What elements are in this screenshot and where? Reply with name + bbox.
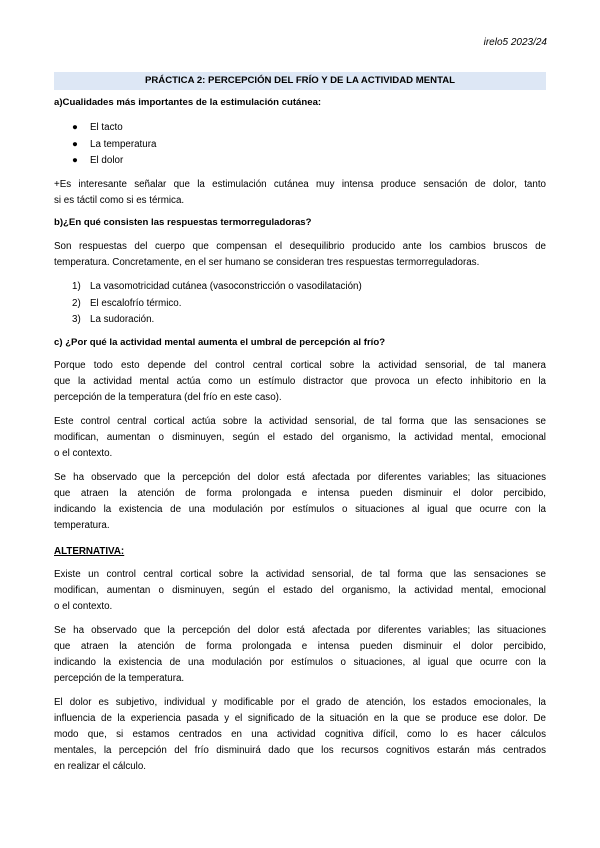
list-item: 3) La sudoración. <box>72 314 155 325</box>
header-code: irelo5 2023/24 <box>483 37 547 48</box>
alternativa-paragraph-2: Se ha observado que la percepción del dolor está afectada por diferentes variables; las situaciones que atraen la atención de forma prolongada e intensa pueden disminuir el dolor percibido, indicando la existencia de una modulación por estímulos o situaciones, al igual que ocurre con la percepción de la temperatura. <box>54 625 546 684</box>
section-b-intro: Son respuestas del cuerpo que compensan el desequilibrio producido ante los cambios bruscos de temperatura. Concretamente, en el ser humano se consideran tres respuestas termorreguladoras. <box>54 241 546 268</box>
list-item: ● El tacto <box>72 120 156 137</box>
section-c-paragraph-3: Se ha observado que la percepción del dolor está afectada por diferentes variables; las situaciones que atraen la atención de forma prolongada e intensa pueden disminuir el dolor percibido, indicando la existencia de una modulación por estímulos o situaciones al igual que ocurre con la temperatura. <box>54 472 546 531</box>
section-b-heading: b)¿En qué consisten las respuestas termorreguladoras? <box>54 217 312 228</box>
section-a-note: +Es interesante señalar que la estimulación cutánea muy intensa produce sensación de dolor, tanto si es táctil como si es térmica. <box>54 179 546 206</box>
alternativa-heading: ALTERNATIVA: <box>54 546 125 557</box>
list-item: ● El dolor <box>72 153 156 170</box>
section-c-paragraph-2: Este control central cortical actúa sobre la actividad sensorial, de tal forma que las sensaciones se modifican, aumentan o disminuyen, según el estado del organismo, la actividad mental, emocional o el contexto. <box>54 416 546 459</box>
section-a-heading: a)Cualidades más importantes de la estimulación cutánea: <box>54 97 322 108</box>
numbered-list <box>72 279 362 329</box>
bullet-icon: ● <box>72 138 78 150</box>
bullet-list <box>72 120 156 170</box>
alternativa-paragraph-1: Existe un control central cortical sobre la actividad sensorial, de tal forma que las sensaciones se modifican, aumentan o disminuyen, según el estado del organismo, la actividad mental, emocional o el contexto. <box>54 569 546 612</box>
alternativa-paragraph-3: El dolor es subjetivo, individual y modificable por el grado de atención, los estados emocionales, la influencia de la experiencia pasada y el significado de la situación en la que se produce ese dolor. De modo que, si estamos centrados en una actividad cognitiva difícil, como lo es hacer cálculos mentales, la percepción del frío disminuirá dado que los recursos cognitivos estarán más centrados en realizar el cálculo. <box>54 697 546 772</box>
list-item: 2) El escalofrío térmico. <box>72 297 182 309</box>
section-c-heading: c) ¿Por qué la actividad mental aumenta el umbral de percepción al frío? <box>54 337 386 348</box>
list-item: 1) La vasomotricidad cutánea (vasoconstricción o vasodilatación) <box>72 281 362 292</box>
bullet-icon: ● <box>72 122 78 133</box>
bullet-icon: ● <box>72 155 78 166</box>
page-title: PRÁCTICA 2: PERCEPCIÓN DEL FRÍO Y DE LA ACTIVIDAD MENTAL <box>54 72 546 90</box>
section-c-paragraph-1: Porque todo esto depende del control central cortical sobre la actividad sensorial, de tal manera que la actividad mental actúa como un estímulo distractor que provoca un efecto inhibitorio en la percepción de la temperatura (del frío en este caso). <box>54 360 546 403</box>
list-item: ● La temperatura <box>72 137 156 154</box>
